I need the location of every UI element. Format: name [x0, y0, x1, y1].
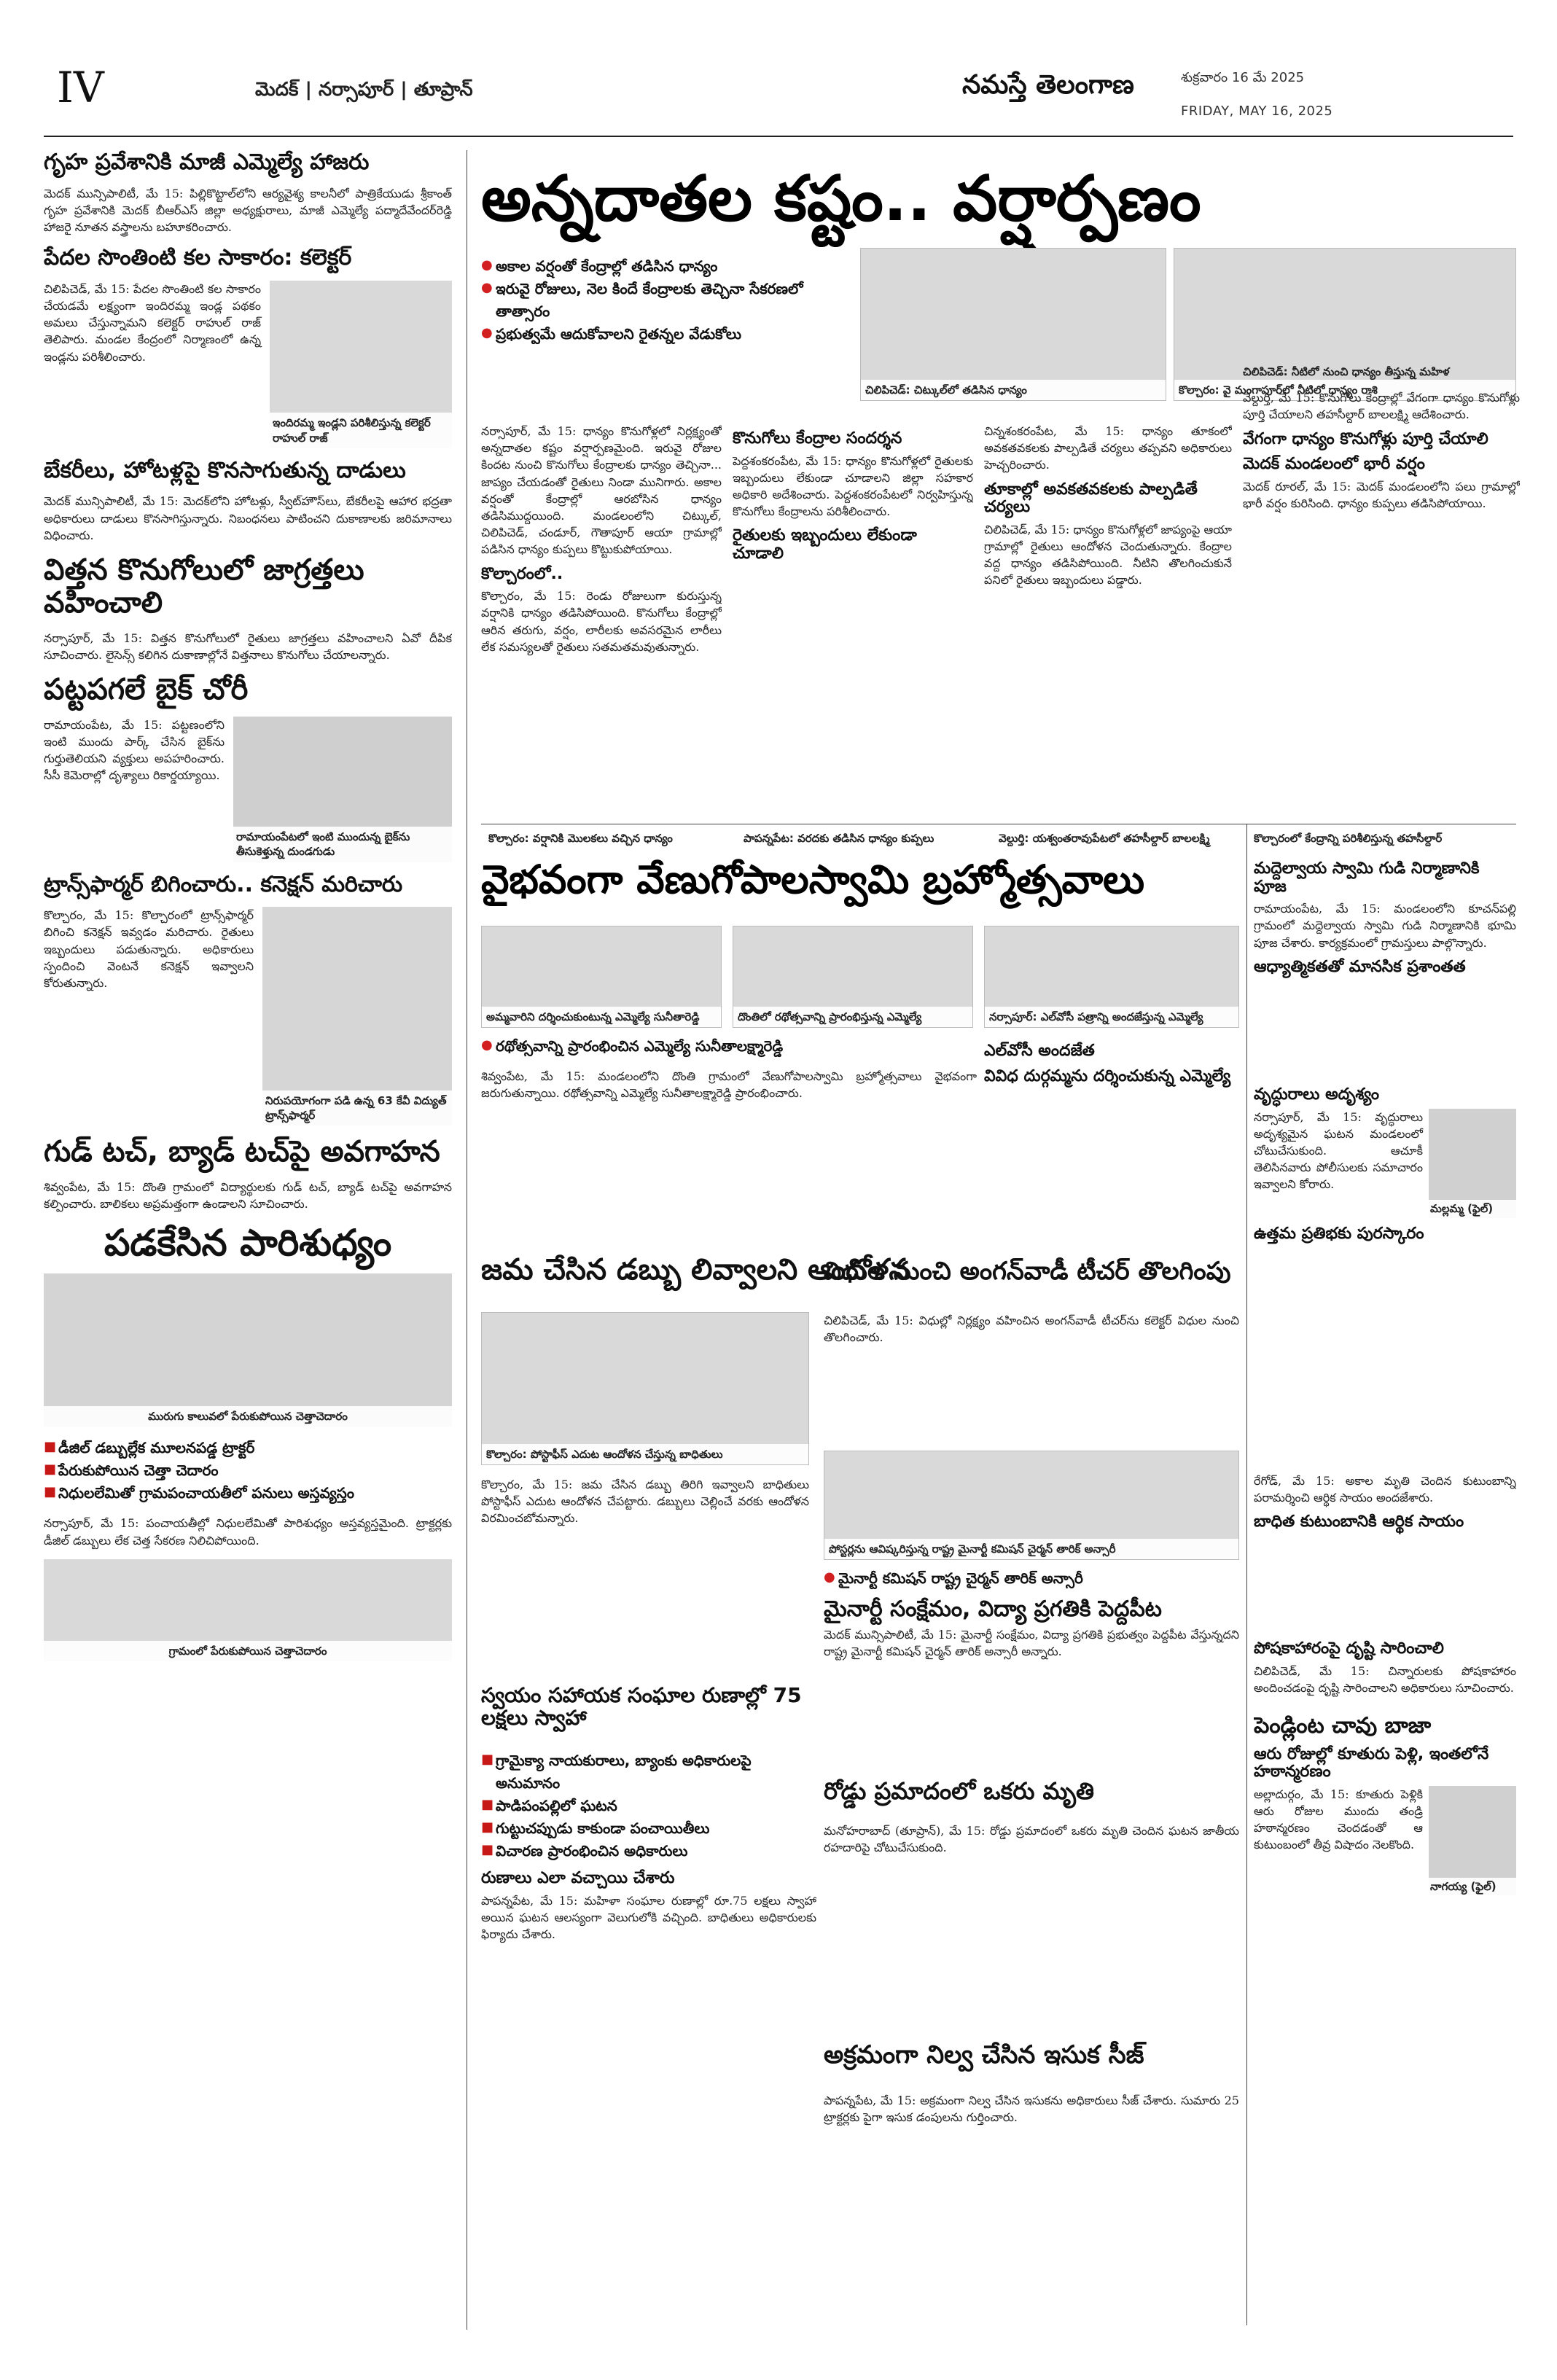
article-body-griha-pravesam: మెదక్ మున్సిపాలిటీ, మే 15: పిల్లికొట్టాల్‌లోని ఆర్యవైశ్య కాలనీలో పాత్రికేయుడు శ్రీకాంత్ గృహ ప్రవేశానికి మెదక్ బీఆర్ఎస్ జిల్లా అధ్యక్షురాలు, మాజీ ఎమ్మెల్యే పద్మాదేవేందర్‌రెడ్డి హాజరై నూతన వస్త్రాలను బహూకరించారు. — [44, 186, 452, 234]
photo-caption: కొల్చారం: పోస్టాఫీస్ ఎదుట ఆందోళన చేస్తున్న బాధితులు — [482, 1444, 808, 1464]
bullet-item: ■ పేరుకుపోయిన చెత్తా చెదారం — [44, 1459, 452, 1482]
headline-wedding-death: పెండ్లింట చావు బాజా — [1254, 1713, 1432, 1739]
article-body-bike-theft: రామాయంపేట, మే 15: పట్టణంలోని ఇంటి ముందు పార్క్ చేసిన బైక్‌ను గుర్తుతెలియని వ్యక్తులు అపహరించారు. సీసీ కెమెరాల్లో దృశ్యాలు రికార్డయ్యాయి. — [44, 717, 225, 783]
masthead — [0, 0, 1557, 138]
bullet-item: ● రథోత్సవాన్ని ప్రారంభించిన ఎమ్మెల్యే సునీతాలక్ష్మారెడ్డి — [481, 1035, 977, 1058]
headline-good-touch: గుడ్ టచ్, బ్యాడ్ టచ్‌పై అవగాహన — [44, 1135, 440, 1169]
article-body-seeds-purchase: నర్సాపూర్, మే 15: విత్తన కొనుగోలులో రైతులు జాగ్రత్తలు వహించాలని ఏవో దీపిక సూచించారు. లైసెన్స్ కలిగిన దుకాణాల్లోనే విత్తనాలు కొనుగోలు చేయాలన్నారు. — [44, 631, 452, 662]
article-body-nutrition: చిలిపిచెడ్, మే 15: చిన్నారులకు పోషకాహారం అందించడంపై దృష్టి సారించాలని అధికారులు సూచించారు. — [1254, 1663, 1516, 1695]
lead-body: కొల్చారం, మే 15: రెండు రోజులుగా కురుస్తున్న వర్షానికి ధాన్యం తడిసిపోయింది. కొనుగోలు కేంద్రాల్లో ఆరిన తరుగు, వర్షం, లారీలకు అవసరమైన లారీలు లేక సమస్యలతో రైతులు సతమతమవుతున్నారు. — [481, 589, 722, 654]
photo-postoffice-protest — [481, 1312, 809, 1465]
headline-pedala-sontinti: పేదల సొంతింటి కల సాకారం: కలెక్టర్ — [44, 245, 352, 271]
photo-caption: పోస్టర్లను ఆవిష్కరిస్తున్న రాష్ట్ర మైనార్టీ కమిషన్ చైర్మన్ తారిక్ అన్సారీ — [824, 1539, 1238, 1559]
lead-body: నర్సాపూర్, మే 15: ధాన్యం కొనుగోళ్లలో నిర్లక్ష్యంతో అన్నదాతల కష్టం వర్షార్పణమైంది. ఇరువై రోజుల కిందట నుంచి కొనుగోలు కేంద్రాలకు ధాన్యం తెచ్చినా... జాప్యం చేయడంతో రైతులు నిండా మునిగారు. అకాల వర్షంతో కేంద్రాల్లో ఆరబోసిన ధాన్యం తడిసిముద్దయింది. మండలంలోని చిట్కుల్, చిలిపిచెడ్, చండూర్, గౌతాపూర్ ఆయా గ్రామాల్లో పడిసిన ధాన్యం కుప్పలు కొట్టుకుపోయాయి. — [481, 424, 722, 557]
column-divider — [1246, 824, 1247, 2325]
article-body-family-aid: రేగోడ్, మే 15: అకాల మృతి చెందిన కుటుంబాన్ని పరామర్శించి ఆర్థిక సాయం అందజేశారు. — [1254, 1474, 1516, 1505]
article-body-temple-mla: శివ్వంపేట, మే 15: మండలంలోని దొంతి గ్రామంలో వేణుగోపాలస్వామి బ్రహ్మోత్సవాలు వైభవంగా జరుగుతున్నాయి. రథోత్సవాన్ని ఎమ్మెల్యే సునీతాలక్ష్మారెడ్డి ప్రారంభించారు. — [481, 1069, 977, 1101]
photo-minority-posters — [824, 1451, 1239, 1560]
lead-body: చిలిపిచెడ్, మే 15: ధాన్యం కొనుగోళ్లలో జాప్యంపై ఆయా గ్రామాల్లో రైతులు ఆందోళన చెందుతున్నారు. కేంద్రాల వద్ద ధాన్యం తడిసిపోయింది. నీటిని తొలగించుకునే పనిలో రైతులు ఇబ్బందులు పడ్డారు. — [984, 522, 1232, 588]
subhead-loc: ఎల్‌వోసీ అందజేత — [984, 1042, 1095, 1060]
headline-venugopala: వైభవంగా వేణుగోపాలస్వామి బ్రహ్మోత్సవాలు — [481, 857, 1145, 902]
subhead-durgamma: వివిధ దుర్గమ్మను దర్శించుకున్న ఎమ్మెల్యే — [984, 1066, 1231, 1085]
photo-mla-temple — [481, 926, 722, 1028]
photo-caption: రామాయంపేటలో ఇంటి ముందున్న బైక్‌ను తీసుకెళ్తున్న దుండగుడు — [233, 827, 452, 862]
subhead-award: ఉత్తమ ప్రతిభకు పురస్కారం — [1254, 1224, 1424, 1243]
subhead-shg: రుణాలు ఎలా వచ్చాయి చేశారు — [481, 1869, 675, 1887]
right-bottom-column — [1254, 1633, 1516, 2318]
photo-caption: నిరుపయోగంగా పడి ఉన్న 63 కేవీ విద్యుత్ ట్రాన్స్‌ఫార్మర్ — [262, 1090, 452, 1126]
lead-photo-wet-grain — [860, 248, 1166, 401]
photo-caption: నర్సాపూర్: ఎల్‌వోసీ పత్రాన్ని అందజేస్తున్న ఎమ్మెల్యే — [985, 1007, 1238, 1027]
bullet-item: ● ప్రభుత్వమే ఆదుకోవాలని రైతన్నల వేడుకోలు — [481, 323, 846, 346]
bullet-item: ■ విచారణ ప్రారంభించిన అధికారులు — [481, 1840, 816, 1862]
article-body-deposit: కొల్చారం, మే 15: జమ చేసిన డబ్బు తిరిగి ఇవ్వాలని బాధితులు పోస్టాఫీస్ ఎదుట ఆందోళన చేపట్టారు. డబ్బులు చెల్లించే వరకు ఆందోళన విరమించబోమన్నారు. — [481, 1478, 809, 1526]
photo-caption: పాపన్నపేట: వరదకు తడిసిన ధాన్యం కుప్పలు — [744, 832, 934, 845]
photo-bike-theft — [233, 717, 452, 862]
headline-anganwadi: విధుల నుంచి అంగన్‌వాడీ టీచర్ తొలగింపు — [824, 1257, 1231, 1286]
lead-subhead: మెదక్ మండలంలో భారీ వర్షం — [1243, 455, 1425, 474]
headline-minority: మైనార్టీ సంక్షేమం, విద్యా ప్రగతికి పెద్దపీట — [824, 1596, 1162, 1622]
photo-caption: నాగయ్య (ఫైల్) — [1429, 1878, 1516, 1895]
lead-headline: అన్నదాతల కష్టం.. వర్షార్పణం — [481, 163, 1201, 235]
photo-caption: కొల్చారం: వై మంగాపూర్‌లో నీటిలో ధాన్యం రాశి — [1174, 380, 1515, 400]
shg-article — [481, 1749, 816, 2318]
lead-body: పెద్దశంకరంపేట, మే 15: ధాన్యం కొనుగోళ్లలో రైతులకు ఇబ్బందులు లేకుండా చూడాలని జిల్లా సహకార అధికారి అదేశించారు. పెద్దశంకరంపేటలో నిర్వహిస్తున్న కొనుగోలు కేంద్రాలను పరిశీలించారు. — [733, 453, 973, 519]
bullet-item: ■ పాడిపంపల్లిలో ఘటన — [481, 1795, 816, 1817]
accident-article — [824, 1822, 1239, 2026]
loc-article — [984, 1035, 1239, 1239]
article-body-anganwadi: చిలిపిచెడ్, మే 15: విధుల్లో నిర్లక్ష్యం వహించిన అంగన్‌వాడీ టీచర్‌ను కలెక్టర్ విధుల నుంచి తొలగించారు. — [824, 1314, 1239, 1345]
bullet-item: ■ డీజిల్ డబ్బుల్లేక మూలనపడ్డ ట్రాక్టర్ — [44, 1437, 452, 1459]
headline-deposit-return: జమ చేసిన డబ్బు లివ్వాలని ఆందోళన — [481, 1253, 910, 1287]
photo-caption: మల్లమ్మ (ఫైల్) — [1429, 1200, 1516, 1217]
photo-caption: కొల్చారంలో కేంద్రాన్ని పరిశీలిస్తున్న తహసీల్దార్ — [1254, 832, 1443, 845]
subhead-missing: వృద్ధురాలు అదృశ్యం — [1254, 1085, 1380, 1104]
article-body-good-touch: శివ్వంపేట, మే 15: దొంతి గ్రామంలో విద్యార్థులకు గుడ్ టచ్, బ్యాడ్ టచ్‌పై అవగాహన కల్పించారు. బాలికలు అప్రమత్తంగా ఉండాలని సూచించారు. — [44, 1180, 452, 1212]
lead-subhead: రైతులకు ఇబ్బందులు లేకుండా చూడాలి — [733, 526, 917, 563]
sand-article — [824, 2092, 1239, 2311]
photo-caption: చిలిపిచెడ్: చిట్కుల్‌లో తడిసిన ధాన్యం — [861, 380, 1166, 400]
photo-sanitation-drain — [44, 1273, 452, 1427]
headline-seeds-purchase: విత్తన కొనుగోలులో జాగ్రత్తలు వహించాలి — [44, 553, 364, 620]
article-body-minority: మెదక్ మున్సిపాలిటీ, మే 15: మైనార్టీ సంక్షేమం, విద్యా ప్రగతికి ప్రభుత్వం పెద్దపీట వేస్తున్నదని రాష్ట్ర మైనార్టీ కమిషన్ చైర్మన్ తారిక్ అన్సారీ అన్నారు. — [824, 1627, 1239, 1658]
headline-sanitation: పడకేసిన పారిశుధ్యం — [104, 1222, 392, 1265]
sanitation-bullets — [44, 1437, 452, 1505]
headline-transformer: ట్రాన్స్‌ఫార్మర్ బిగించారు.. కనెక్షన్ మరిచారు — [44, 871, 403, 897]
lead-body: వెల్దుర్తి, మే 15: కొనుగోలు కేంద్రాల్లో వేగంగా ధాన్యం కొనుగోళ్లు పూర్తి చేయాలని తహసీల్దార్ బాలలక్ష్మి ఆదేశించారు. — [1243, 391, 1520, 422]
photo-garbage — [44, 1559, 452, 1661]
minority-article — [824, 1567, 1239, 1771]
lead-column-2 — [733, 423, 973, 802]
article-body-shg: పాపన్నపేట, మే 15: మహిళా సంఘాల రుణాల్లో రూ.75 లక్షలు స్వాహా అయిన ఘటన ఆలస్యంగా వెలుగులోకి వచ్చింది. బాధితులు అధికారులకు ఫిర్యాదు చేశారు. — [481, 1893, 816, 1941]
bullet-item: ■ గుట్టుచప్పుడు కాకుండా పంచాయితీలు — [481, 1817, 816, 1840]
photo-mallamma — [1429, 1109, 1516, 1218]
lead-body: మెదక్ రూరల్, మే 15: మెదక్ మండలంలోని పలు గ్రామాల్లో భారీ వర్షం కురిసింది. ధాన్యం కుప్పలు తడిసిపోయాయి. — [1243, 479, 1520, 511]
photo-caption: గ్రామంలో పేరుకుపోయిన చెత్తాచెదారం — [44, 1641, 452, 1661]
temple-box — [1254, 853, 1516, 1072]
lead-subhead: కొనుగోలు కేంద్రాల సందర్శన — [733, 429, 902, 448]
photo-transformer — [262, 907, 452, 1125]
photo-nagayya — [1429, 1786, 1516, 1895]
headline-nutrition: పోషకాహారంపై దృష్టి సారించాలి — [1254, 1639, 1444, 1658]
photo-chariot — [733, 926, 973, 1028]
lead-column-3 — [984, 423, 1232, 802]
bullet-item: ■ నిధులలేమితో గ్రామపంచాయతీలో పనులు అస్తవ్యస్తం — [44, 1482, 452, 1505]
masthead-rule — [44, 136, 1513, 137]
article-body-pedala-sontinti: చిలిపిచెడ్, మే 15: పేదల సొంతింటి కల సాకారం చేయడమే లక్ష్యంగా ఇందిరమ్మ ఇండ్ల పథకం అమలు చేస్తున్నామని కలెక్టర్ రాహుల్ రాజ్ తెలిపారు. మండల కేంద్రంలో నిర్మాణంలో ఉన్న ఇండ్లను పరిశీలించారు. — [44, 281, 261, 364]
bullet-item: ● అకాల వర్షంతో కేంద్రాల్లో తడిసిన ధాన్యం — [481, 255, 846, 278]
missing-woman-box — [1254, 1079, 1516, 1458]
family-aid-box — [1254, 1472, 1516, 1618]
lead-subhead: తూకాల్లో అవకతవకలకు పాల్పడితే చర్యలు — [984, 480, 1198, 517]
photo-caption: మురుగు కాలువలో పేరుకుపోయిన చెత్తాచెదారం — [44, 1406, 452, 1427]
newspaper-title: నమస్తే తెలంగాణ — [962, 70, 1134, 100]
bullet-item: ■ గ్రామైక్యా నాయకురాలు, బ్యాంకు అధికారులపై అనుమానం — [481, 1749, 816, 1795]
lead-subhead: వేగంగా ధాన్యం కొనుగోళ్లు పూర్తి చేయాలి — [1243, 429, 1488, 448]
article-body-missing: నర్సాపూర్, మే 15: వృద్ధురాలు అదృశ్యమైన ఘటన మండలంలో చోటుచేసుకుంది. ఆచూకీ తెలిసినవారు పోలీసులకు సమాచారం ఇవ్వాలని కోరారు. — [1254, 1109, 1423, 1192]
article-body-accident: మనోహరాబాద్ (తూప్రాన్), మే 15: రోడ్డు ప్రమాదంలో ఒకరు మృతి చెందిన ఘటన జాతీయ రహదారిపై చోటుచేసుకుంది. — [824, 1824, 1239, 1855]
photo-caption: చిలిపిచెడ్: నీటిలో నుంచి ధాన్యం తీస్తున్న మహిళ — [1243, 365, 1450, 378]
lead-bullets-box — [481, 255, 846, 415]
article-body-sanitation: నర్సాపూర్, మే 15: పంచాయతీల్లో నిధులలేమితో పారిశుధ్యం అస్తవ్యస్తమైంది. ట్రాక్టర్లకు డీజిల్ డబ్బులు లేక చెత్త సేకరణ నిలిచిపోయింది. — [44, 1516, 452, 1548]
photo-caption: అమ్మవారిని దర్శించుకుంటున్న ఎమ్మెల్యే సునీతారెడ్డి — [482, 1007, 721, 1027]
photo-caption: దొంతిలో రథోత్సవాన్ని ప్రారంభిస్తున్న ఎమ్మెల్యే — [733, 1007, 972, 1027]
subhead-spiritual: ఆధ్యాత్మికతతో మానసిక ప్రశాంతత — [1254, 957, 1466, 976]
bullet-item: ● ఇరువై రోజులు, నెల కిందే కేంద్రాలకు తెచ్చినా సేకరణలో తాత్సారం — [481, 278, 846, 323]
page-number: IV — [57, 63, 104, 112]
anganwadi-article — [824, 1312, 1239, 1443]
lead-subhead: కొల్చారంలో.. — [481, 564, 563, 583]
headline-family-aid: బాధిత కుటుంబానికి ఆర్థిక సాయం — [1254, 1513, 1464, 1532]
article-body-bakeries-raids: మెదక్ మున్సిపాలిటీ, మే 15: మెదక్‌లోని హోటళ్లు, స్వీట్‌హౌస్‌లు, బేకరీలపై ఆహార భద్రతా అధికారులు దాడులు కొనసాగిస్తున్నారు. నిబంధనలు పాటించని దుకాణాలకు జరిమానాలు విధించారు. — [44, 494, 452, 542]
lead-column-4 — [1243, 343, 1520, 802]
lead-column-1 — [481, 423, 722, 802]
photo-caption: కొల్చారం: వర్షానికి మొలకలు వచ్చిన ధాన్యం — [488, 832, 673, 845]
date-telugu: శుక్రవారం 16 మే 2025 — [1181, 70, 1305, 85]
headline-bakeries-raids: బేకరీలు, హోటళ్లపై కొనసాగుతున్న దాడులు — [44, 457, 406, 483]
left-column — [44, 150, 452, 2308]
subhead-temple: మద్దెల్వాయ స్వామి గుడి నిర్మాణానికి పూజ — [1254, 859, 1480, 896]
subhead-wedding-death: ఆరు రోజుల్లో కూతురు పెళ్లి, ఇంతలోనే హఠాన్మరణం — [1254, 1744, 1489, 1782]
article-body-temple: రామాయంపేట, మే 15: మండలంలోని కూచన్‌పల్లి గ్రామంలో మద్దెల్వాయ స్వామి గుడి నిర్మాణానికి భూమి పూజ చేశారు. కార్యక్రమంలో గ్రామస్తులు పాల్గొన్నారు. — [1254, 902, 1516, 950]
article-body-transformer: కొల్చారం, మే 15: కొల్చారంలో ట్రాన్స్‌ఫార్మర్ బిగించి కనెక్షన్ ఇవ్వడం మరిచారు. రైతులు ఇబ్బందులు పడుతున్నారు. అధికారులు స్పందించి వెంటనే కనెక్షన్ ఇవ్వాలని కోరుతున్నారు. — [44, 908, 254, 991]
headline-road-accident: రోడ్డు ప్రమాదంలో ఒకరు మృతి — [824, 1777, 1094, 1805]
article-body-sand: పాపన్నపేట, మే 15: అక్రమంగా నిల్వ చేసిన ఇసుకను అధికారులు సీజ్ చేశారు. సుమారు 25 ట్రాక్టర్లకు పైగా ఇసుక డంపులను గుర్తించారు. — [824, 2094, 1239, 2125]
headline-bike-theft: పట్టపగలే బైక్ చోరీ — [44, 672, 249, 706]
bullet-item: ● మైనార్టీ కమిషన్ రాష్ట్ర చైర్మన్ తారిక్ అన్సారీ — [824, 1567, 1239, 1590]
headline-shg-scam: స్వయం సహాయక సంఘాల రుణాల్లో 75 లక్షలు స్వాహా — [481, 1683, 802, 1731]
headline-griha-pravesam: గృహ ప్రవేశానికి మాజీ ఎమ్మెల్యే హాజరు — [44, 150, 370, 175]
photo-loc — [984, 926, 1239, 1028]
photo-caption: వెల్దుర్తి: యశ్వంతరావుపేటలో తహసీల్దార్ బాలలక్ష్మి — [999, 832, 1210, 845]
lead-body: చిన్నశంకరంపేట, మే 15: ధాన్యం తూకంలో అవకతవకలకు పాల్పడితే చర్యలు తప్పవని అధికారులు హెచ్చరించారు. — [984, 424, 1232, 472]
photo-caption: ఇందిరమ్మ ఇండ్లని పరిశీలిస్తున్న కలెక్టర్ రాహుల్ రాజ్ — [270, 413, 452, 448]
date-english: FRIDAY, MAY 16, 2025 — [1181, 104, 1333, 119]
headline-sand-seizure: అక్రమంగా నిల్వ చేసిన ఇసుక సీజ్ — [824, 2040, 1144, 2069]
temple-article — [481, 1035, 977, 1239]
deposit-article — [481, 1476, 809, 1673]
photo-indiramma-houses — [270, 281, 452, 448]
article-body-wedding-death: అల్లాదుర్గం, మే 15: కూతురు పెళ్లికి ఆరు రోజుల ముందు తండ్రి హఠాన్మరణం చెందడంతో ఆ కుటుంబంలో తీవ్ర విషాదం నెలకొంది. — [1254, 1787, 1423, 1852]
section-label: మెదక్ | నర్సాపూర్ | తూప్రాన్ — [255, 79, 473, 101]
